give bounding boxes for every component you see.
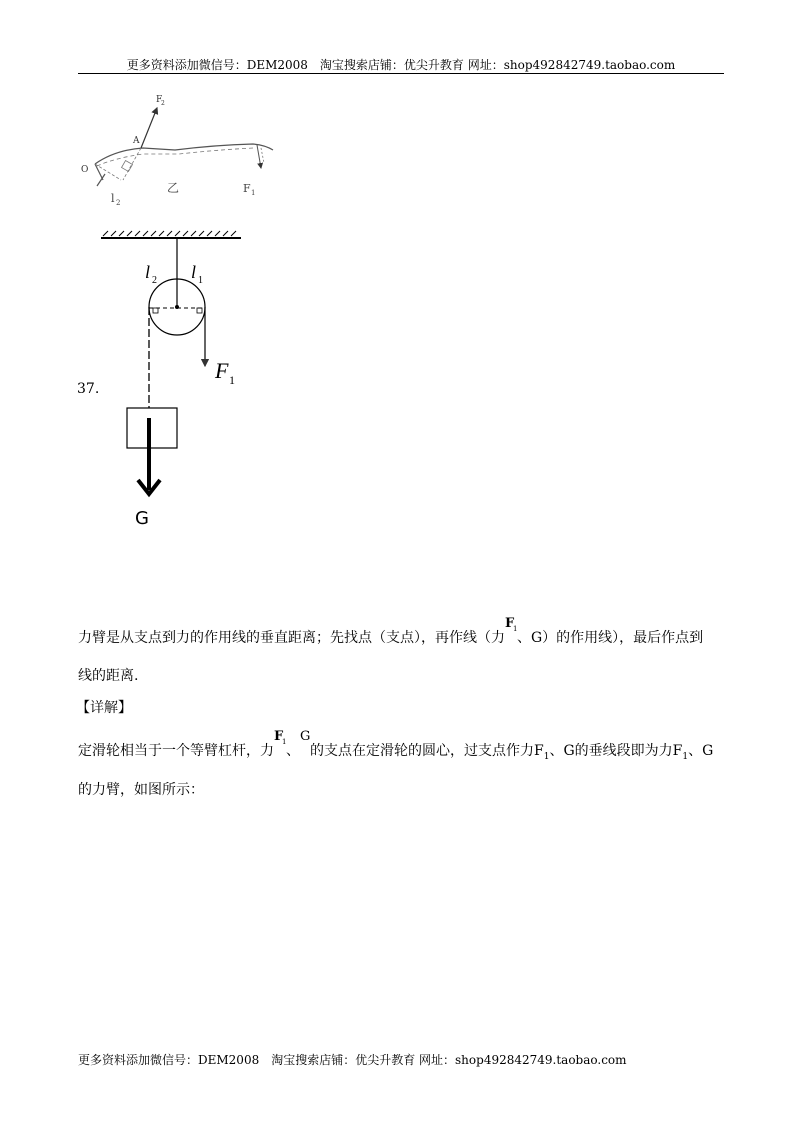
page-footer: 更多资料添加微信号：DEM2008 淘宝搜索店铺：优尖升教育 网址：shop492842749.taobao.com — [78, 1053, 627, 1067]
l1-sub: 1 — [198, 275, 203, 286]
point-o-label: O — [81, 165, 89, 175]
f2-sub: 2 — [161, 100, 165, 107]
f1-sub: 1 — [251, 189, 256, 197]
g-label: G — [135, 508, 149, 528]
analysis-text-a: 力臂是从支点到力的作用线的垂直距离；先找点（支点），再作线（力 — [78, 630, 505, 646]
pulley-diagram — [95, 228, 255, 528]
f1-label: F — [215, 358, 229, 383]
l2-label: l — [111, 192, 115, 205]
question-number: 37. — [77, 381, 100, 397]
f2-label: F — [156, 95, 163, 105]
detail-text-a: 定滑轮相当于一个等臂杠杆，力 — [78, 743, 274, 759]
yi-label: 乙 — [167, 181, 180, 195]
l2-sub: 2 — [152, 275, 157, 286]
l1-label: l — [191, 262, 197, 282]
detail-line-1: 定滑轮相当于一个等臂杠杆，力 F 1 、 G 的支点在定滑轮的圆心，过支点作力$F_1$、G的垂线段即为力$F_1$、G — [78, 729, 714, 762]
analysis-line-1 — [78, 616, 726, 647]
detail-heading: 【详解】 — [76, 700, 132, 716]
detail-text-b: 的支点在定滑轮的圆心，过支点作力F — [310, 743, 544, 759]
detail-text-c: 、G的垂线段即为力F — [549, 743, 683, 759]
page-header: 更多资料添加微信号：DEM2008 淘宝搜索店铺：优尖升教育 网址：shop492842749.taobao.com — [126, 58, 676, 72]
header-rule — [78, 73, 724, 74]
l2-sub: 2 — [116, 199, 121, 207]
lever-diagram — [75, 88, 285, 213]
l2-label: l — [145, 262, 151, 282]
f1-symbol: F 1 — [505, 616, 518, 633]
f1-symbol: F 1 — [274, 729, 287, 746]
f1-sub: 1 — [229, 373, 235, 387]
g-symbol: G — [300, 729, 311, 744]
analysis-text-b: 、G）的作用线），最后作点到 — [517, 630, 704, 646]
point-a-label: A — [133, 136, 140, 146]
detail-text-d: 、G — [688, 743, 714, 759]
f1-label: F — [243, 182, 251, 195]
detail-line-2: 的力臂，如图所示： — [78, 782, 204, 798]
detail-sep: 、 — [286, 743, 300, 759]
analysis-line-2: 线的距离. — [78, 668, 139, 684]
